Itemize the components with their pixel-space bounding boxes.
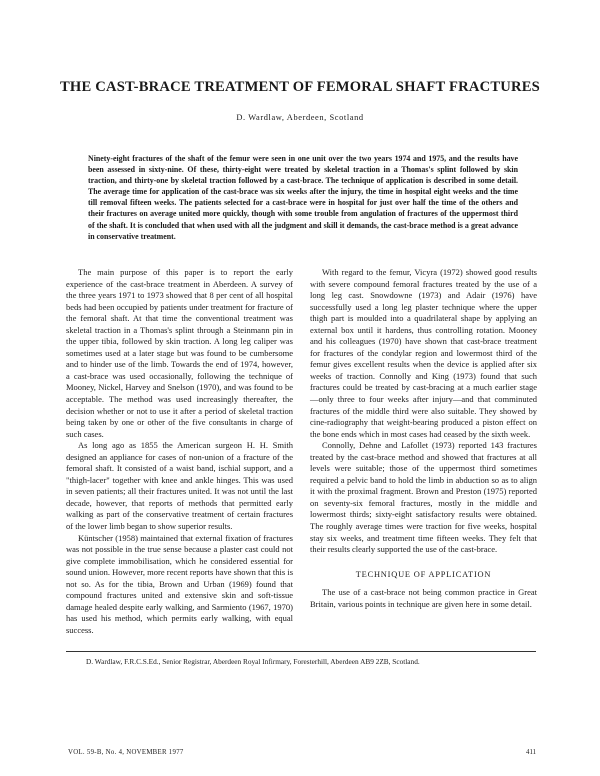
right-paragraph-1: With regard to the femur, Vicyra (1972) showed good results with severe compound femoral fractures treated by the use of a long leg cast. Snowdowne (1973) and Adair (1976) have successfully used a long leg plaster technique where the upper thigh part is moulded into a quadrilateral shape by applying an external box until it hardens, thus controlling rotation. Mooney and his colleagues (1970) have shown that cast-brace treatment for fractures of the condylar region and lowermost third of the femur gives excellent results when the device is applied after six weeks of traction. Connolly and King (1973) found that such fractures could be treated by cast-bracing at a much earlier stage—only three to four weeks after injury—and that comminuted fractures of the middle third were also suitable. They showed by cine-radiography that weight-bearing produced a piston effect on the bone ends which in most cases had ceased by the sixth week. <box>310 267 537 439</box>
left-paragraph-1: The main purpose of this paper is to report the early experience of the cast-brace treatment in Aberdeen. A survey of the three years 1971 to 1973 showed that 8 per cent of all hospital beds had been occupied by patients under treatment for fracture of the femoral shaft. At that time the conventional treatment was skeletal traction in a Thomas's splint through a Steinmann pin in the upper tibia, followed by skin traction. A long leg caliper was sometimes used at a later stage but was found to be cumbersome and to hinder use of the limb. Towards the end of 1974, however, a cast-brace was used occasionally, following the technique of Mooney, Nickel, Harvey and Snelson (1970), and was found to be acceptable. The method was used increasingly thereafter, the decision whether or not to use it after a period of skeletal traction being taken by one or other of the five consultants in charge of such cases. <box>66 267 293 439</box>
footnote-divider <box>66 651 536 652</box>
abstract: Ninety-eight fractures of the shaft of the femur were seen in one unit over the two years 1974 and 1975, and the results have been assessed in sixty-nine. Of these, thirty-eight were treated by skeletal traction in a Thomas's splint followed by skin traction, and thirty-one by skeletal traction followed by a cast-brace. The technique of application is described in some detail. The average time for application of the cast-brace was six weeks after the injury, the time in hospital eight weeks and the time till removal fifteen weeks. The patients selected for a cast-brace were in hospital for just over half the time of the others and their fractures on average united more quickly, though with some trouble from angulation of fractures of the uppermost third of the shaft. It is concluded that when used with all the judgment and skill it demands, the cast-brace method is a great advance in conservative treatment. <box>88 154 518 241</box>
left-paragraph-3: Küntscher (1958) maintained that external fixation of fractures was not possible in the true sense because a plaster cast could not give complete immobilisation, which he considered essential for sound union. However, more recent reports have shown that this is not so. As for the tibia, Brown and Urban (1969) found that compound fractures united and extensive skin and soft-tissue damage healed despite early walking, and Sarmiento (1967, 1970) has used his method, which permits early walking, with equal success. <box>66 532 293 635</box>
left-paragraph-2: As long ago as 1855 the American surgeon H. H. Smith designed an appliance for cases of non-union of a fracture of the femoral shaft. It consisted of a waist band, ischial support, and a "thigh-lacer" together with knee and ankle hinges. This was used in seven patients; all their fractures united. It was not until the last decade, however, that reports of methods that permitted early walking as part of the conservative treatment of certain fractures of the lower limb began to show superior results. <box>66 440 293 532</box>
paper-title: THE CAST-BRACE TREATMENT OF FEMORAL SHAFT FRACTURES <box>60 79 540 95</box>
section-paragraph: The use of a cast-brace not being common practice in Great Britain, various points in technique are given here in some detail. <box>310 587 537 609</box>
author-line: D. Wardlaw, Aberdeen, Scotland <box>236 113 364 122</box>
journal-footer: VOL. 59-B, No. 4, NOVEMBER 1977 <box>68 749 184 756</box>
right-paragraph-2: Connolly, Dehne and Lafollet (1973) reported 143 fractures treated by the cast-brace method and showed that fractures at all levels were suitable; those of the uppermost third sometimes required a pelvic band to hold the limb in abduction so as to align it with the proximal fragment. Brown and Preston (1975) reported on seventy-six femoral fractures, mostly in the middle and lowermost thirds; sixty-eight satisfactory results were obtained. The roughly average times were traction for five weeks, hospital stay six weeks, and treatment time fifteen weeks. They felt that their results clearly supported the use of the cast-brace. <box>310 440 537 555</box>
page-number: 411 <box>526 749 536 756</box>
author-footnote: D. Wardlaw, F.R.C.S.Ed., Senior Registrar, Aberdeen Royal Infirmary, Foresterhill, Aberdeen AB9 2ZB, Scotland. <box>86 657 420 666</box>
left-column <box>66 267 293 637</box>
section-heading: TECHNIQUE OF APPLICATION <box>355 569 492 579</box>
right-column <box>310 267 537 610</box>
